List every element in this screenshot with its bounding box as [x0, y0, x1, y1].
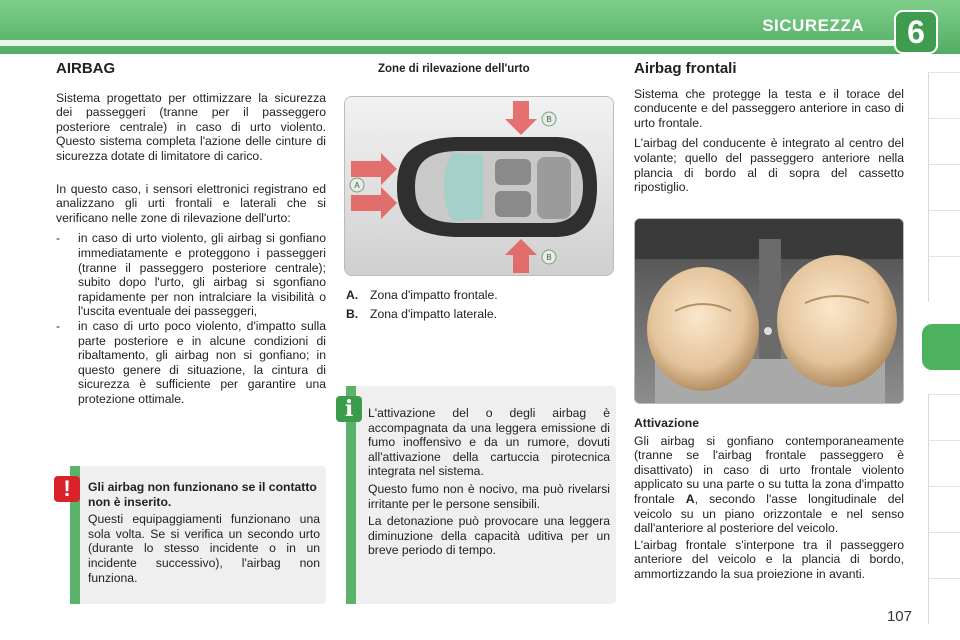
airbag-intro: Sistema progettato per ottimizzare la sicurezza dei passeggeri (tranne per il passeggero posteriore centrale) in caso di urto violento. Questo sistema completa l'azione delle cinture di sicurezza dotate di limitatore di carico. — [56, 90, 326, 163]
bullet-text: in caso di urto violento, gli airbag si gonfiano immediatamente e proteggono i passeggeri (tranne il passeggero posteriore centrale); subito dopo l'urto, gli airbag si sgonfiano rapidamente per non intralciare la visibilità o l'uscita eventuale dei passeggeri, — [78, 231, 326, 319]
side-tab-8[interactable] — [928, 440, 960, 486]
chapter-side-tabs — [928, 72, 960, 637]
side-tab-9[interactable] — [928, 486, 960, 532]
activation-text-pre: Gli airbag si gonfiano contemporaneamente (tranne se l'airbag frontale passeggero è disattivato) in caso di urto frontale violento applicato su una parte o su tutta la zona d'impatto frontale — [634, 433, 904, 506]
legend-text: Zona d'impatto laterale. — [370, 306, 497, 321]
legend-item-a — [346, 288, 606, 303]
side-tab-5[interactable] — [928, 256, 960, 302]
warning-text: Questi equipaggiamenti funzionano una sola volta. Se si verifica un secondo urto (durante lo stesso incidente o in un incidente successivo), l'airbag non funziona. — [88, 512, 320, 585]
right-column-bottom — [634, 416, 904, 588]
info-paragraph-2: Questo fumo non è nocivo, ma può rivelarsi irritante per le persone sensibili. — [368, 481, 610, 511]
left-column — [56, 62, 326, 406]
bullet-violent-impact — [56, 231, 326, 319]
side-tab-11[interactable] — [928, 578, 960, 624]
figure-title: Zone di rilevazione dell'urto — [378, 63, 530, 75]
activation-text-post: , secondo l'asse longitudinale del veicolo su un piano orizzontale e nel senso dall'anteriore al posteriore del veicolo. — [634, 491, 904, 536]
bullet-marker: - — [56, 318, 61, 333]
activation-subheading: Attivazione — [634, 416, 700, 430]
activation-zone-key: A — [685, 491, 695, 506]
zone-label-a: A — [354, 181, 360, 190]
info-paragraph-3: La detonazione può provocare una leggera diminuzione della capacità uditiva per un breve periodo di tempo. — [368, 514, 610, 558]
info-box — [346, 386, 616, 604]
impact-zones-figure — [344, 96, 614, 276]
side-tab-2[interactable] — [928, 118, 960, 164]
header-stripe — [0, 40, 905, 46]
sensors-paragraph: In questo caso, i sensori elettronici registrano ed analizzano gli urti frontali e laterali che si verificano nelle zone di rilevazione dell'urto: — [56, 181, 326, 225]
front-airbags-illustration — [635, 219, 904, 404]
front-airbag-paragraph-2: L'airbag del conducente è integrato al centro del volante; quello del passeggero anteriore nella plancia di bordo al di sopra del cassetto ripostiglio. — [634, 136, 904, 195]
info-icon: i — [336, 396, 362, 422]
legend-key: A. — [346, 288, 359, 302]
bullet-marker: - — [56, 231, 61, 246]
warning-box — [70, 466, 326, 604]
right-column-top — [634, 62, 904, 201]
legend-text: Zona d'impatto frontale. — [370, 288, 498, 302]
side-tab-4[interactable] — [928, 210, 960, 256]
page-number: 107 — [886, 608, 912, 625]
warning-icon: ! — [54, 476, 80, 502]
chapter-header — [0, 0, 960, 54]
info-paragraph-1: L'attivazione del o degli airbag è accompagnata da una leggera emissione di fumo inoffensivo e da un rumore, dovuti all'attivazione della cartuccia pirotecnica integrata nel sistema. — [368, 406, 610, 479]
front-airbag-paragraph-1: Sistema che protegge la testa e il torace del conducente e del passeggero anteriore in caso di urto frontale. — [634, 86, 904, 130]
front-airbag-heading: Airbag frontali — [634, 60, 737, 77]
zone-label-b-top: B — [546, 115, 552, 124]
activation-paragraph — [634, 434, 904, 536]
bullet-text: in caso di urto poco violento, d'impatto sulla parte posteriore e in alcune condizioni di ribaltamento, gli airbag non si gonfiano; in questo genere di situazione, la cintura di sicurezza è sufficiente per garantire una protezione ottimale. — [78, 318, 326, 406]
side-tab-7[interactable] — [928, 394, 960, 440]
side-tab-6-active[interactable] — [922, 324, 960, 370]
chapter-number-badge: 6 — [894, 10, 938, 54]
bullet-light-impact — [56, 319, 326, 407]
activation-final-paragraph: L'airbag frontale s'interpone tra il passeggero anteriore del veicolo e la plancia di bordo, ammortizzando la sua proiezione in avanti. — [634, 537, 904, 581]
figure-legend — [346, 288, 606, 321]
side-tab-1[interactable] — [928, 72, 960, 118]
front-airbags-figure — [634, 218, 904, 404]
warning-title: Gli airbag non funzionano se il contatto non è inserito. — [88, 480, 317, 509]
airbag-heading: AIRBAG — [56, 60, 116, 77]
section-title: SICUREZZA — [762, 16, 864, 35]
car-top-view-illustration — [345, 97, 614, 276]
side-tab-3[interactable] — [928, 164, 960, 210]
zone-label-b-bottom: B — [546, 253, 552, 262]
legend-key: B. — [346, 306, 359, 321]
side-tab-10[interactable] — [928, 532, 960, 578]
legend-item-b — [346, 307, 606, 322]
